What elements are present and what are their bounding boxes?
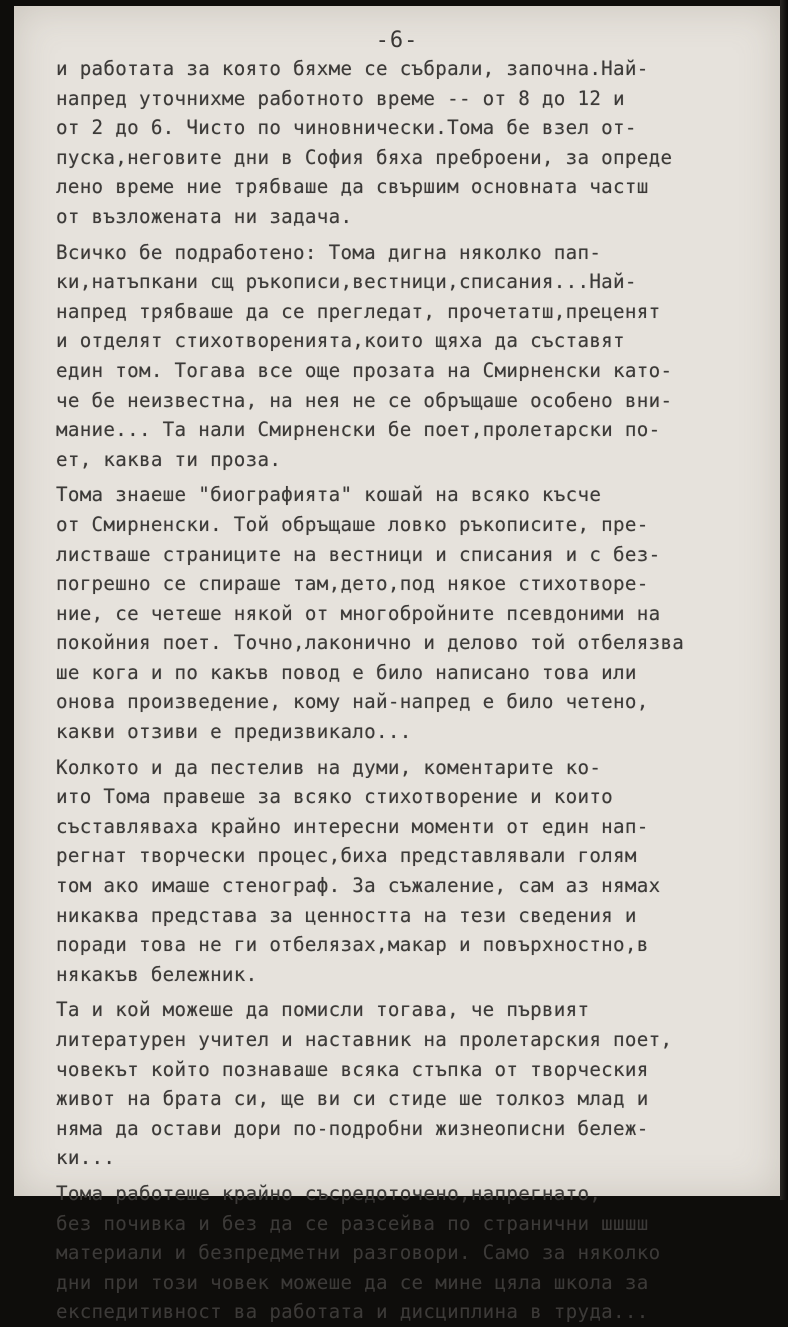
text-line: Всичко бе подработено: Тома дигна няколко пап- xyxy=(56,240,602,264)
text-line: Та и кой можеше да помисли тогава, че първият xyxy=(56,998,590,1022)
text-line: Тома знаеше "биографията" кошай на всяко късче xyxy=(56,483,602,507)
text-line: литературен учител и наставник на пролетарския поет, xyxy=(56,1028,673,1051)
text-line: покойния поет. Точно,лаконично и делово той отбелязва xyxy=(56,631,685,655)
text-line: мание... Та нали Смирненски бе поет,пролетарски по- xyxy=(56,418,661,442)
text-line: Колкото и да пестелив на думи, коментарите ко- xyxy=(56,755,602,779)
text-line: листваше страниците на вестници и списания и с без- xyxy=(56,542,661,566)
text-line: от 2 до 6. Чисто по чиновнически.Тома бе взел от- xyxy=(56,116,637,140)
text-line: живот на брата си, ще ви си стиде ше толкоз млад и xyxy=(56,1087,649,1111)
text-line: няма да остави дори по-подробни жизнеописни бележ- xyxy=(56,1116,649,1140)
text-line: ше кога и по какъв повод е било написано това или xyxy=(56,660,637,684)
typewritten-text xyxy=(56,54,772,1327)
text-line: някакъв бележник. xyxy=(56,962,258,986)
text-line: ки... xyxy=(56,1146,116,1170)
text-line: съставляваха крайно интересни моменти от един нап- xyxy=(56,814,649,838)
text-line: че бе неизвестна, на нея не се обръщаше особено вни- xyxy=(56,388,673,412)
text-line: погрешно се спираше там,дето,под някое стихотворе- xyxy=(56,572,649,596)
text-line: никаква представа за ценността на тези сведения и xyxy=(56,903,637,927)
text-line: и отделят стихотворенията,които щяха да съставят xyxy=(56,329,625,353)
text-line: материали и безпредметни разговори. Само за няколко xyxy=(56,1241,661,1265)
scan-edge xyxy=(780,0,788,1200)
text-line: един том. Тогава все още прозата на Смирненски като- xyxy=(56,358,673,382)
text-line: човекът който познаваше всяка стъпка от творческия xyxy=(56,1057,649,1081)
text-line: без почивка и без да се разсейва по странични шшшш xyxy=(56,1211,649,1235)
text-line: напред уточнихме работното време -- от 8 до 12 и xyxy=(56,86,625,110)
text-line: от възложената ни задача. xyxy=(56,204,353,228)
text-line: онова произведение, кому най-напред е било четено, xyxy=(56,690,649,714)
document-page xyxy=(14,6,780,1324)
text-line: регнат творчески процес,биха представлявали голям xyxy=(56,844,637,868)
text-line: напред трябваше да се прегледат, прочетатш,преценят xyxy=(56,299,661,323)
text-line: дни при този човек можеше да се мине цяла школа за xyxy=(56,1270,649,1294)
text-line: и работата за която бяхме се събрали, започна.Най- xyxy=(56,57,649,80)
page-number: -6- xyxy=(375,28,419,53)
text-line: ки,натъпкани сщ ръкописи,вестници,списания...Най- xyxy=(56,270,637,294)
text-line: поради това не ги отбелязах,макар и повърхностно,в xyxy=(56,933,649,957)
text-line: том ако имаше стенограф. За съжаление, сам аз нямах xyxy=(56,874,661,898)
text-line: от Смирненски. Той обръщаше ловко ръкописите, пре- xyxy=(56,512,649,536)
text-line: ет, каква ти проза. xyxy=(56,447,282,471)
text-line: пуска,неговите дни в София бяха преброени, за опреде xyxy=(56,145,673,169)
text-line: Тома работеше крайно съсредоточено,напрегнато, xyxy=(56,1181,602,1205)
text-line: лено време ние трябваше да свършим основната частш xyxy=(56,175,649,199)
text-line: ние, се четеше някой от многобройните псевдоними на xyxy=(56,601,661,625)
text-line: експедитивност ва работата и дисциплина в труда... xyxy=(56,1300,649,1324)
text-line: какви отзиви е предизвикало... xyxy=(56,720,412,744)
text-line: ито Тома правеше за всяко стихотворение и които xyxy=(56,785,614,809)
